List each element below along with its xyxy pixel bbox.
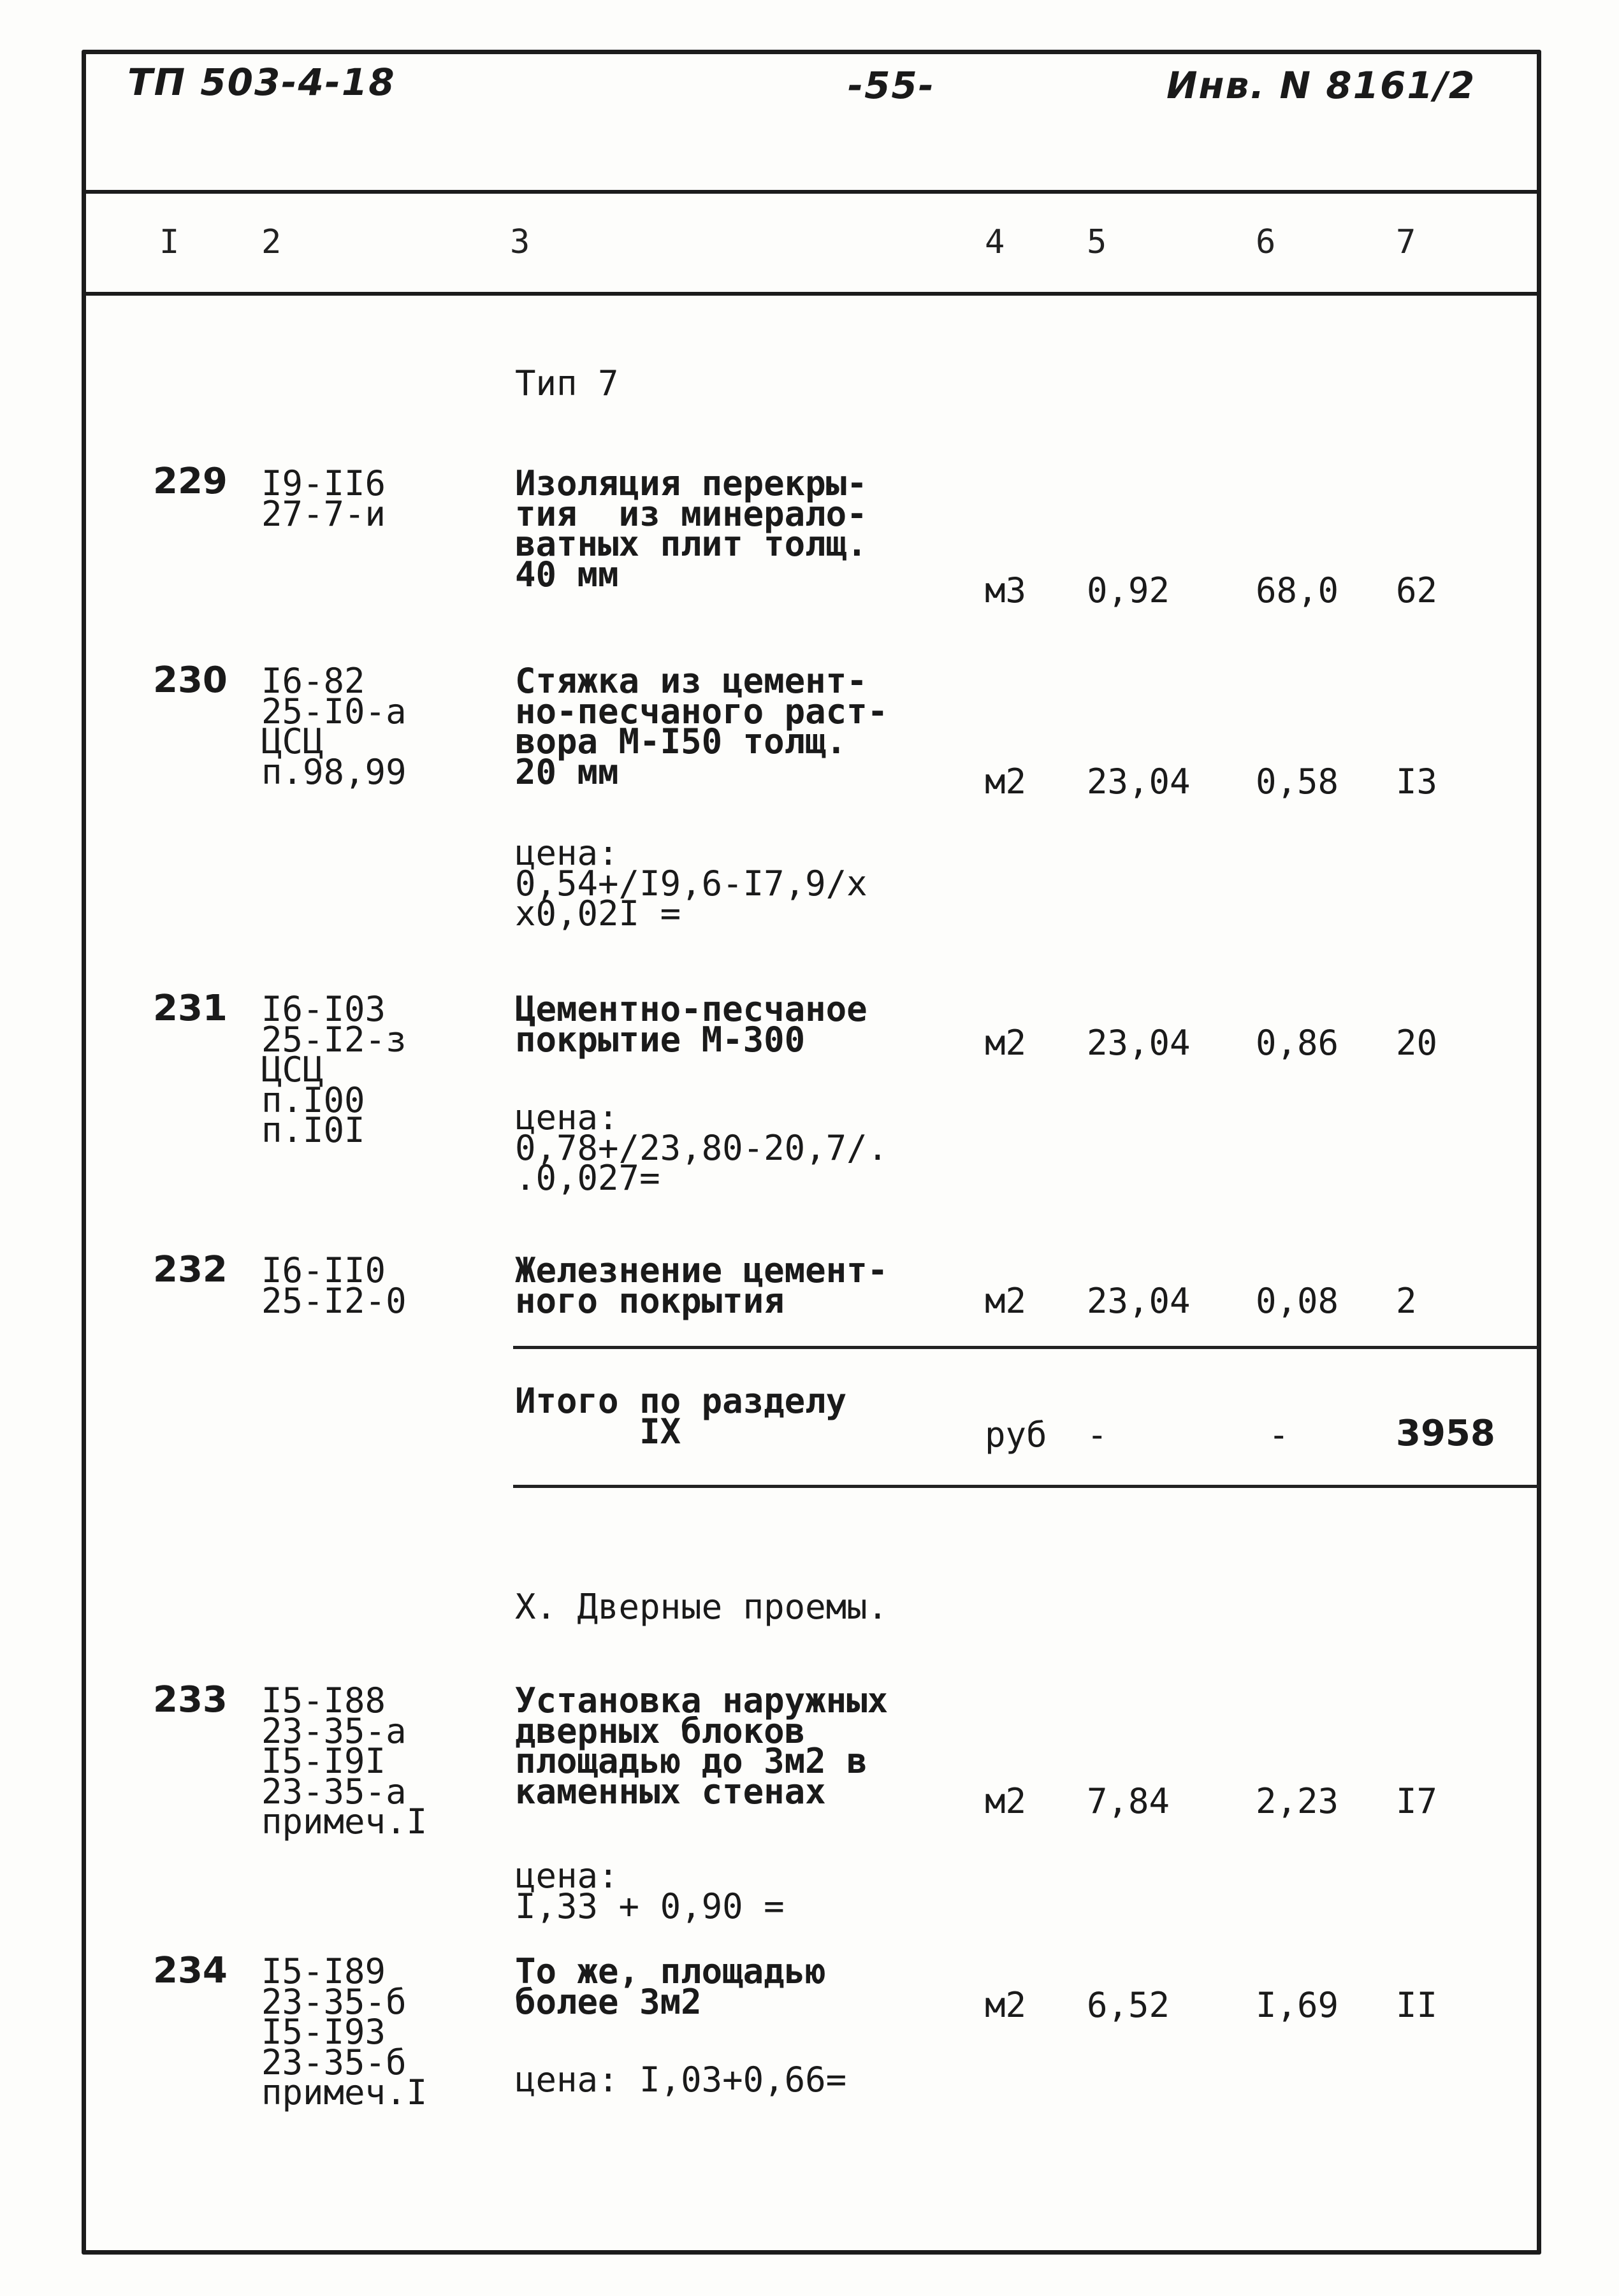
page-number: -55-: [848, 64, 935, 107]
row-unit: м2: [985, 1023, 1027, 1063]
row-number: 232: [153, 1249, 228, 1290]
row-description: Стяжка из цемент- но-песчаного раст- вора М-I50 толщ. 20 мм: [515, 661, 889, 792]
row-codes: I6-II0 25-I2-0: [261, 1250, 407, 1321]
row-description: Установка наружных дверных блоков площадью до 3м2 в каменных стенах: [515, 1680, 889, 1812]
section-total-price: -: [1268, 1415, 1289, 1455]
col-6-header: 6: [1256, 223, 1276, 261]
section-heading-doors: Х. Дверные проемы.: [515, 1587, 889, 1627]
column-header-divider: [82, 292, 1541, 296]
total-top-rule: [513, 1346, 1539, 1349]
row-description: Изоляция перекры- тия из минерало- ватных плит толщ. 40 мм: [515, 463, 868, 595]
row-codes: I5-I89 23-35-б I5-I93 23-35-б примеч.I: [261, 1951, 428, 2113]
row-unit-price: 0,86: [1256, 1023, 1339, 1063]
row-description: Цементно-песчаное покрытие М-300: [515, 989, 868, 1060]
row-unit: м2: [985, 1985, 1027, 2025]
total-bottom-rule: [513, 1485, 1539, 1488]
row-unit: м2: [985, 1781, 1027, 1821]
row-total: 2: [1396, 1281, 1417, 1321]
row-number: 231: [153, 988, 228, 1029]
row-quantity: 23,04: [1087, 762, 1191, 802]
row-unit-price: 2,23: [1256, 1781, 1339, 1821]
col-4-header: 4: [985, 223, 1005, 261]
section-total-label: Итого по разделу IX: [515, 1381, 847, 1452]
row-unit: м2: [985, 1281, 1027, 1321]
row-total: 20: [1396, 1023, 1438, 1063]
col-7-header: 7: [1396, 223, 1416, 261]
row-unit-price: I,69: [1256, 1985, 1339, 2025]
row-quantity: 23,04: [1087, 1281, 1191, 1321]
col-5-header: 5: [1087, 223, 1107, 261]
row-description: Железнение цемент- ного покрытия: [515, 1250, 889, 1321]
header-divider: [82, 190, 1541, 194]
row-price-note: цена: 0,54+/I9,6-I7,9/х х0,02I =: [515, 833, 868, 934]
row-unit: м3: [985, 570, 1027, 610]
row-total: 62: [1396, 570, 1438, 610]
row-codes: I5-I88 23-35-а I5-I9I 23-35-а примеч.I: [261, 1680, 428, 1842]
row-price-note: цена: 0,78+/23,80-20,7/. .0,027=: [515, 1097, 889, 1199]
section-heading-type7: Тип 7: [515, 363, 619, 403]
row-total: II: [1396, 1985, 1438, 2025]
row-codes: I6-82 25-I0-а ЦСЦ п.98,99: [261, 661, 407, 792]
row-price-note: цена: I,33 + 0,90 =: [515, 1856, 785, 1926]
section-total-unit: руб: [985, 1415, 1047, 1455]
row-unit-price: 68,0: [1256, 570, 1339, 610]
col-2-header: 2: [261, 223, 282, 261]
row-number: 230: [153, 660, 228, 701]
row-price-note: цена: I,03+0,66=: [515, 2060, 847, 2100]
row-quantity: 6,52: [1087, 1985, 1170, 2025]
row-codes: I9-II6 27-7-и: [261, 463, 386, 534]
row-number: 233: [153, 1679, 228, 1721]
col-1-header: I: [159, 223, 180, 261]
row-number: 234: [153, 1950, 228, 1991]
row-quantity: 0,92: [1087, 570, 1170, 610]
row-total: I7: [1396, 1781, 1438, 1821]
row-description: То же, площадью более 3м2: [515, 1951, 826, 2022]
row-total: I3: [1396, 762, 1438, 802]
row-number: 229: [153, 461, 228, 502]
row-quantity: 23,04: [1087, 1023, 1191, 1063]
row-unit: м2: [985, 762, 1027, 802]
row-quantity: 7,84: [1087, 1781, 1170, 1821]
row-unit-price: 0,08: [1256, 1281, 1339, 1321]
inventory-number: Инв. N 8161/2: [1166, 64, 1476, 107]
doc-code: ТП 503-4-18: [127, 61, 396, 104]
section-total-qty: -: [1087, 1415, 1108, 1455]
section-total-sum: 3958: [1396, 1413, 1495, 1454]
row-unit-price: 0,58: [1256, 762, 1339, 802]
row-codes: I6-I03 25-I2-з ЦСЦ п.I00 п.I0I: [261, 989, 407, 1151]
col-3-header: 3: [510, 223, 530, 261]
